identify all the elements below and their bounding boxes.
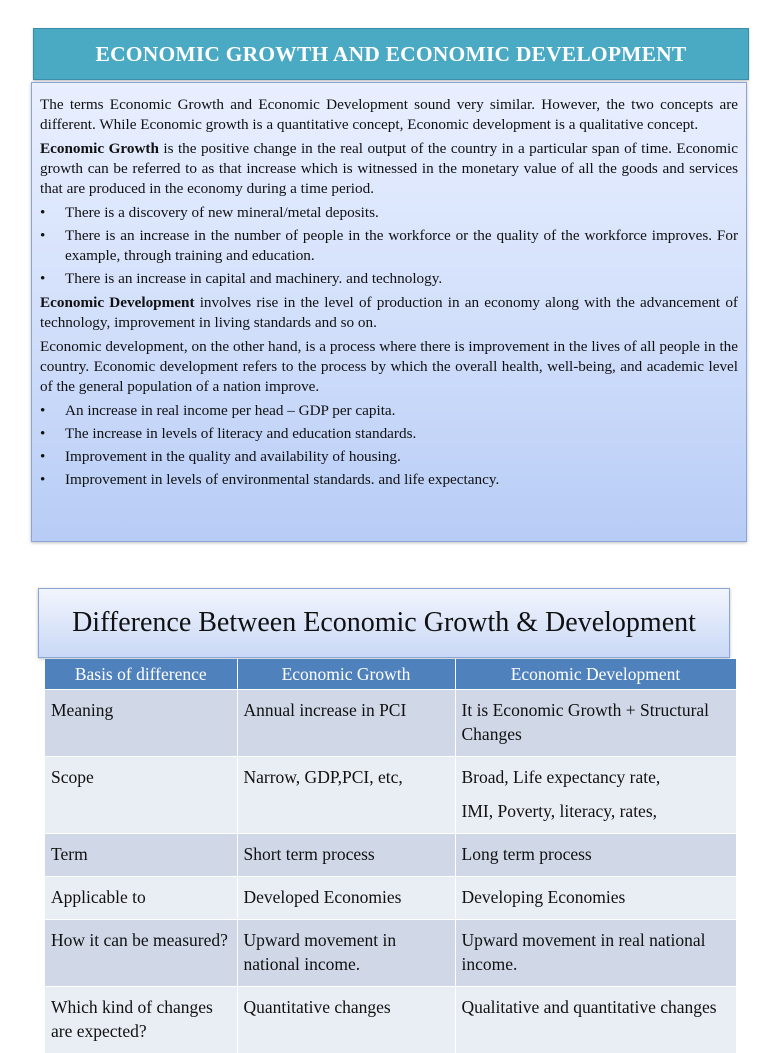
column-header-basis: Basis of difference: [45, 659, 237, 690]
difference-table: [45, 659, 737, 1053]
list-item: [40, 401, 738, 421]
growth-definition: is the positive change in the real output of the country in a particular span of time. Economic growth can be referred to as that increase which is witnessed in the monetary value of all the goods and services that are produced in the economy during a time period.: [40, 140, 738, 197]
list-item: [40, 203, 738, 223]
list-item: [40, 447, 738, 467]
table-row: [45, 690, 736, 757]
list-item: [40, 424, 738, 444]
growth-paragraph: [40, 139, 738, 199]
growth-term: Economic Growth: [40, 140, 159, 157]
bullet-icon: •: [40, 226, 45, 246]
development-bullet-list: [40, 401, 738, 490]
list-item: [40, 269, 738, 289]
cell-growth: Annual increase in PCI: [237, 690, 455, 757]
cell-line: Upward movement in real national income.: [462, 928, 730, 976]
table-row: [45, 757, 736, 834]
bullet-icon: •: [40, 470, 45, 490]
cell-development: [455, 834, 736, 877]
cell-growth: Short term process: [237, 834, 455, 877]
content-box: [31, 82, 747, 542]
list-item-text: An increase in real income per head – GDP per capita.: [65, 402, 395, 419]
table-row: [45, 877, 736, 920]
cell-basis: Scope: [45, 757, 237, 834]
cell-growth: Developed Economies: [237, 877, 455, 920]
slide-title-text: ECONOMIC GROWTH AND ECONOMIC DEVELOPMENT: [96, 42, 687, 67]
list-item: [40, 470, 738, 490]
table-row: [45, 987, 736, 1053]
cell-line: Qualitative and quantitative changes: [462, 995, 730, 1019]
bullet-icon: •: [40, 424, 45, 444]
cell-growth: Quantitative changes: [237, 987, 455, 1053]
table-row: [45, 920, 736, 987]
growth-bullet-list: [40, 203, 738, 289]
list-item: [40, 226, 738, 266]
column-header-growth: Economic Growth: [237, 659, 455, 690]
table-title-text: Difference Between Economic Growth & Development: [72, 607, 696, 639]
cell-development: [455, 987, 736, 1053]
cell-development: [455, 877, 736, 920]
cell-development: [455, 920, 736, 987]
development-detail-paragraph: Economic development, on the other hand, is a process where there is improvement in the lives of all people in the country. Economic development refers to the process by which the overall health, well-being, and academic level of the general population of a nation improve.: [40, 337, 738, 397]
column-header-development: Economic Development: [455, 659, 736, 690]
bullet-icon: •: [40, 447, 45, 467]
list-item-text: The increase in levels of literacy and education standards.: [65, 425, 416, 442]
cell-growth: Upward movement in national income.: [237, 920, 455, 987]
table-title: [38, 588, 730, 658]
cell-basis: Meaning: [45, 690, 237, 757]
bullet-icon: •: [40, 203, 45, 223]
list-item-text: Improvement in levels of environmental standards. and life expectancy.: [65, 471, 499, 488]
cell-basis: Applicable to: [45, 877, 237, 920]
slide-title: [33, 28, 749, 80]
development-definition: involves rise in the level of production in an economy along with the advancement of technology, improvement in living standards and so on.: [40, 294, 738, 331]
list-item-text: There is an increase in capital and machinery. and technology.: [65, 270, 442, 287]
bullet-icon: •: [40, 269, 45, 289]
cell-basis: Term: [45, 834, 237, 877]
cell-line: Long term process: [462, 842, 730, 866]
cell-line: It is Economic Growth + Structural Changes: [462, 698, 730, 746]
table-row: [45, 834, 736, 877]
list-item-text: There is an increase in the number of people in the workforce or the quality of the workforce improves. For example, through training and education.: [65, 227, 738, 264]
list-item-text: Improvement in the quality and availability of housing.: [65, 448, 401, 465]
cell-basis: Which kind of changes are expected?: [45, 987, 237, 1053]
cell-development: [455, 757, 736, 834]
cell-line: Developing Economies: [462, 885, 730, 909]
list-item-text: There is a discovery of new mineral/metal deposits.: [65, 204, 379, 221]
cell-growth: Narrow, GDP,PCI, etc,: [237, 757, 455, 834]
cell-line: IMI, Poverty, literacy, rates,: [462, 799, 730, 823]
development-paragraph: [40, 293, 738, 333]
development-term: Economic Development: [40, 294, 195, 311]
intro-paragraph: The terms Economic Growth and Economic Development sound very similar. However, the two concepts are different. While Economic growth is a quantitative concept, Economic development is a qualitative concept.: [40, 95, 738, 135]
bullet-icon: •: [40, 401, 45, 421]
cell-basis: How it can be measured?: [45, 920, 237, 987]
cell-development: [455, 690, 736, 757]
cell-line: Broad, Life expectancy rate,: [462, 765, 730, 789]
table-header-row: [45, 659, 736, 690]
